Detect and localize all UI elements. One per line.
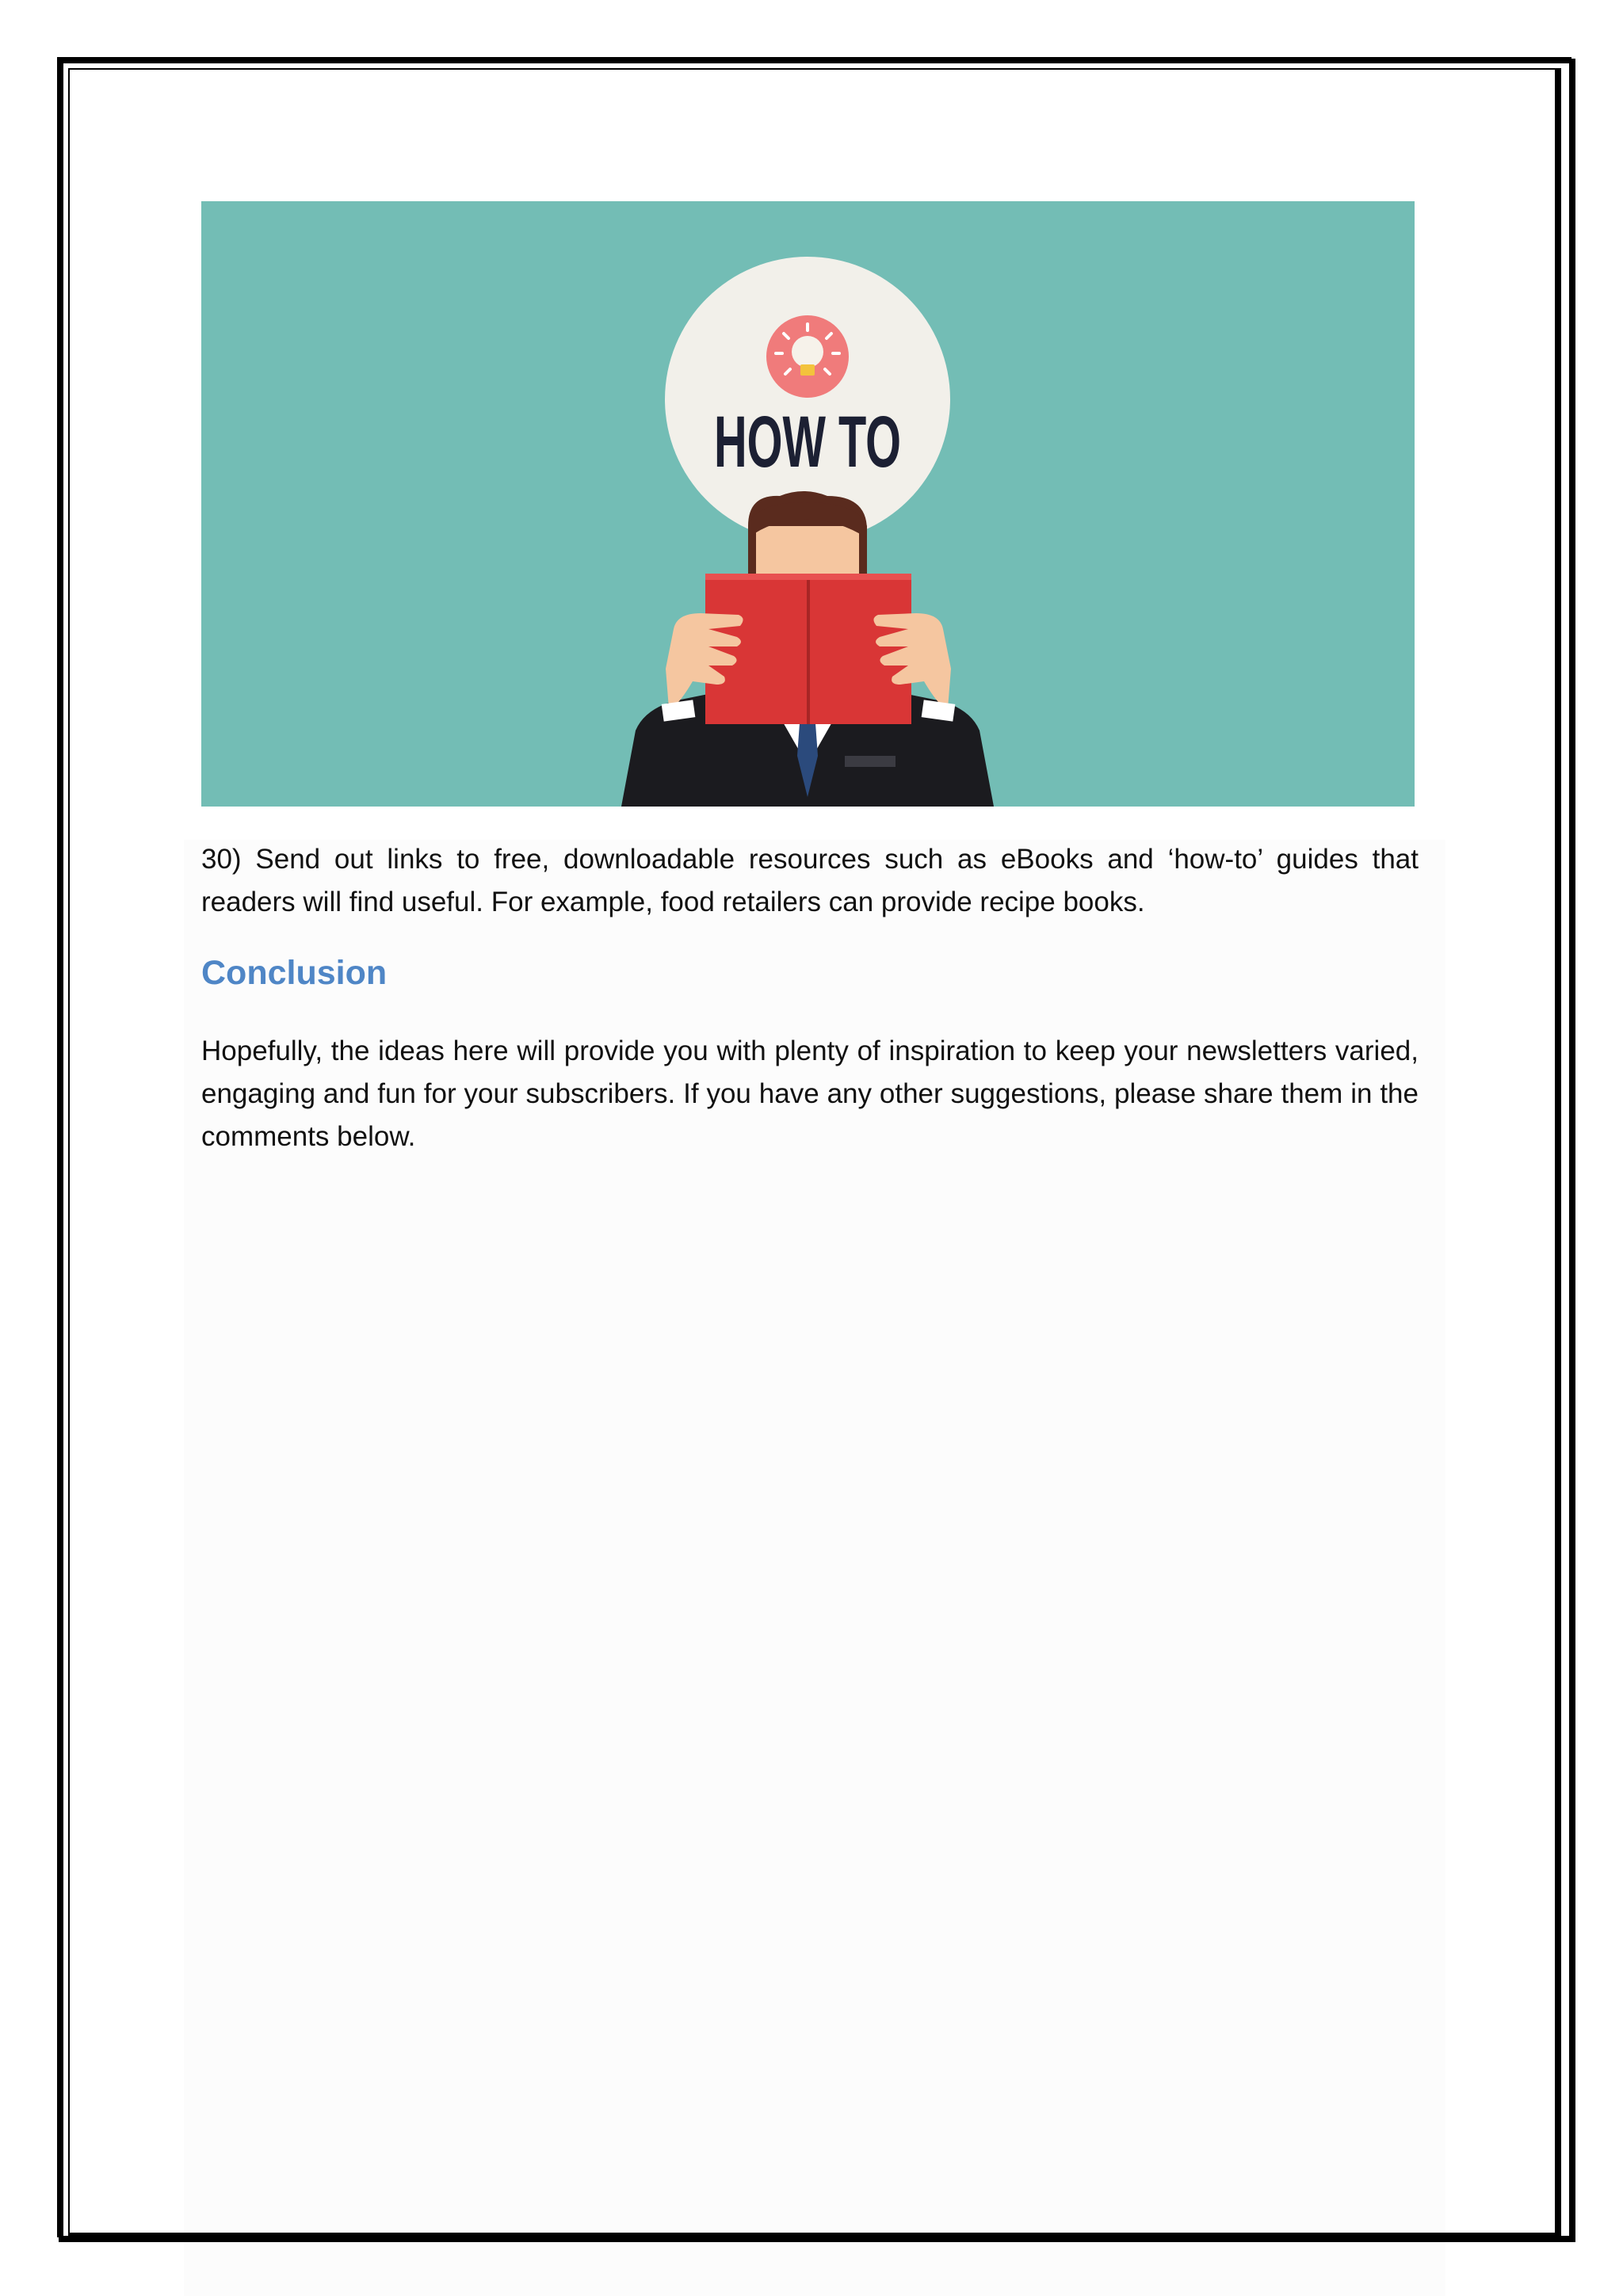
lightbulb-icon: [766, 315, 849, 398]
conclusion-paragraph: Hopefully, the ideas here will provide you with plenty of inspiration to keep your newsletters varied, engaging and fun for your subscribers. If you have any other suggestions, please share them in the comments below.: [201, 1035, 1419, 1152]
how-to-illustration: [201, 201, 1415, 807]
how-to-text: HOW TO: [714, 402, 901, 482]
conclusion-heading: Conclusion: [201, 954, 388, 992]
item-30-paragraph: 30) Send out links to free, downloadable resources such as eBooks and ‘how-to’ guides that readers will find useful. For example, food retailers can provide recipe books.: [201, 844, 1419, 917]
